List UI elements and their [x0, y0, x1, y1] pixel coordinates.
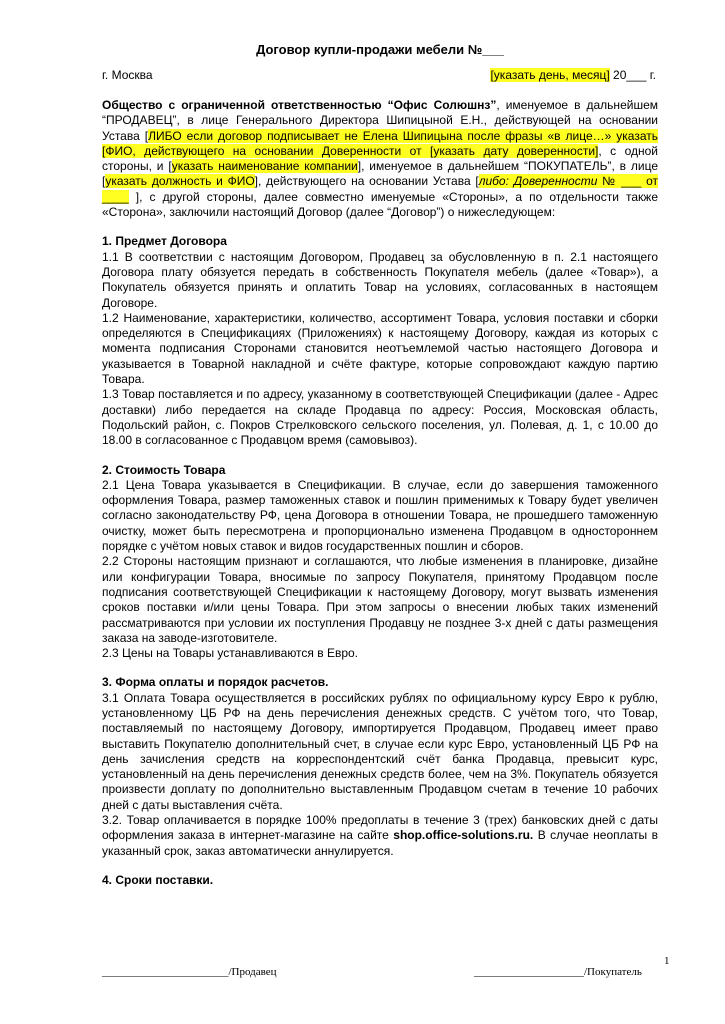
contract-sections: [102, 234, 658, 888]
date-placeholder: [указать день, месяц]: [490, 68, 610, 82]
date-year: 20___ г.: [609, 68, 656, 82]
preamble-run: указать наименование компании: [171, 159, 358, 174]
contract-title: Договор купли-продажи мебели №___: [256, 42, 504, 57]
section-paragraph: 1.3 Товар поставляется и по адресу, указанному в соответствующей Спецификации (далее - Адрес доставки) либо передается на складе Продавца по адресу: Россия, Московская область, Подольский район, с. Покров Стрелковского сельского поселения, ул. Полевая, д. 1, с 10.00 до 18.00 в согласованное с Продавцом время (самовывоз).: [102, 387, 658, 448]
section-paragraph: 3.1 Оплата Товара осуществляется в российских рублях по официальному курсу Евро к рублю, установленному ЦБ РФ на день перечисления денежных средств. С учётом того, что Товар, поставляемый по настоящему Договору, импортируется Продавцом, Продавец имеет право выставить Покупателю дополнительный счет, в случае если курс Евро, установленный ЦБ РФ на день зачисления средств на корреспондентский счёт банка Продавца, превысит курс, установленный на день перечисления денежных средств более, чем на 3%. Покупатель обязуется произвести доплату по дополнительно выставленным Продавцом счетам в течение 10 рабочих дней с даты выставления счёта.: [102, 690, 658, 812]
page-number: 1: [664, 955, 670, 967]
seller-signature-line: _______________________/Продавец: [102, 966, 277, 978]
document-body: [102, 42, 658, 888]
section-heading: 2. Стоимость Товара: [102, 462, 226, 477]
preamble-run: ЛИБО если договор подписывает не Елена Шипицына после фразы «в лице…» указать [ФИО, действующего на основании Доверенности от [указать дату доверенности]: [102, 128, 658, 158]
preamble-paragraph: [102, 98, 658, 220]
buyer-signature-line: ____________________/Покупатель: [474, 966, 642, 978]
preamble-run: , именуемое в дальнейшем “ПРОДАВЕЦ”, в лице Генерального Директора Шипицыной Е.Н., действующей на основании Устава [: [102, 98, 658, 143]
preamble-run: ], именуемое в дальнейшем “ПОКУПАТЕЛЬ”, в лице [: [102, 159, 658, 189]
section-paragraph: 1.1 В соответствии с настоящим Договором, Продавец за обусловленную в п. 2.1 настоящего Договора плату обязуется передать в собственность Покупателя мебель (далее «Товар»), а Покупатель обязуется принять и оплатить Товар на условиях, согласованных в настоящем Договоре.: [102, 249, 658, 310]
section-paragraph: 1.2 Наименование, характеристики, количество, ассортимент Товара, условия поставки и сборки определяются в Спецификациях (Приложениях) к настоящему Договору, каждая из которых с момента подписания Сторонами становится неотъемлемой частью настоящего Договора и указывается в Товарной накладной и счёте фактуре, которые сопровождают каждую партию Товара.: [102, 310, 658, 387]
section-heading: 1. Предмет Договора: [102, 234, 227, 249]
section-paragraph: 2.1 Цена Товара указывается в Спецификации. В случае, если до завершения таможенного оформления Товара, размер таможенных ставок и пошлин применимых к Товару будет увеличен согласно законодательству РФ, цена Договора в отношении Товара, не прошедшего таможенную очистку, может быть пересмотрена и пропорционально изменена Продавцом в одностороннем порядке с учётом новых ставок и видов государственных пошлин и сборов.: [102, 477, 658, 554]
section-heading: 3. Форма оплаты и порядок расчетов.: [102, 675, 329, 690]
section-paragraph: 2.2 Стороны настоящим признают и соглашаются, что любые изменения в планировке, дизайне или конфигурации Товара, вносимые по запросу Покупателя, принятому Продавцом после подписания соответствующей Спецификации к настоящему Договору, могут вызвать изменения сроков поставки и/или цены Товара. При этом запросы о внесении любых таких изменений рассматриваются при условии их поступления Продавцу не позднее 3-х дней с даты размещения заказа на заводе-изготовителе.: [102, 554, 658, 645]
preamble-run: либо: Доверенности: [478, 174, 598, 189]
shop-website-link: shop.office-solutions.ru.: [393, 828, 534, 843]
paragraph-text: В случае неоплаты в указанный срок, заказ автоматически аннулируется.: [102, 828, 658, 858]
section-paragraph: [102, 813, 658, 859]
city: г. Москва: [102, 68, 153, 82]
section-paragraph: 2.3 Цены на Товары устанавливаются в Евро.: [102, 646, 359, 661]
city-date-line: [102, 68, 658, 84]
preamble-run: № ___ от ____: [102, 174, 658, 204]
preamble-run: , с одной стороны, и [: [102, 143, 658, 174]
paragraph-text: 3.2. Товар оплачивается в порядке 100% предоплаты в течение 3 (трех) банковских дней с даты оформления заказа в интернет-магазине на сайте: [102, 813, 658, 843]
contract-date: [490, 68, 656, 83]
section-heading: 4. Сроки поставки.: [102, 872, 214, 887]
preamble-run: Общество с ограниченной ответственностью “Офис Солюшнз”: [102, 98, 497, 112]
preamble-run: ], действующего на основании Устава [: [254, 174, 479, 189]
preamble-run: ], с другой стороны, далее совместно именуемые «Стороны», а по отдельности также «Сторона», заключили настоящий Договор (далее “Договор”) о нижеследующем:: [102, 189, 658, 220]
preamble-run: указать должность и ФИО: [105, 174, 255, 189]
